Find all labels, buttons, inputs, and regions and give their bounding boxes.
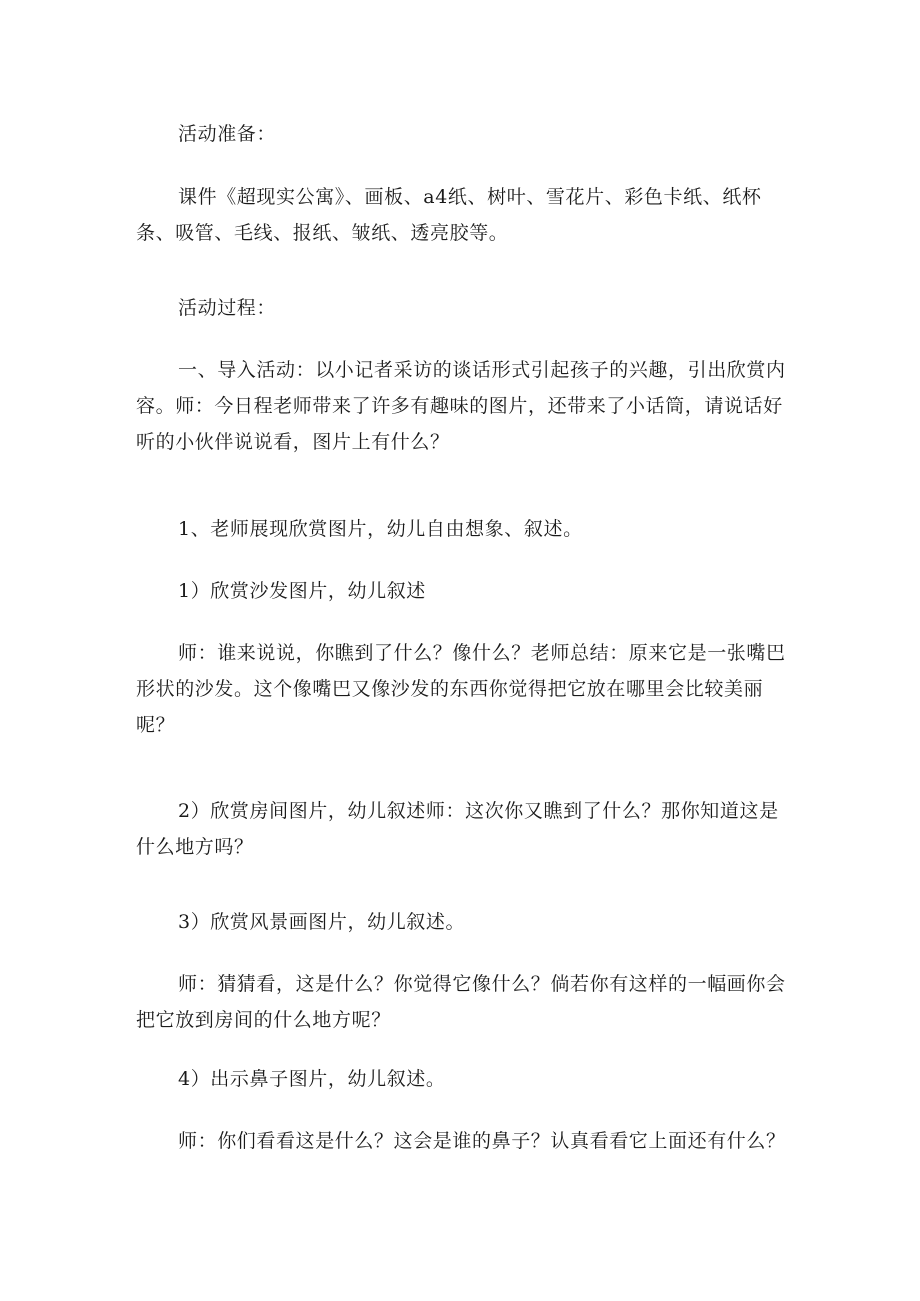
paragraph-sofa-heading: 1）欣赏沙发图片，幼儿叙述	[178, 580, 426, 602]
paragraph-activity-prep-heading: 活动准备：	[178, 123, 277, 145]
paragraph-room: 2）欣赏房间图片，幼儿叙述师：这次你又瞧到了什么？那你知道这是什么地方吗？	[136, 800, 779, 858]
paragraph-nose-dialogue: 师：你们看看这是什么？这会是谁的鼻子？认真看看它上面还有什么？	[178, 1130, 786, 1152]
paragraph-landscape-dialogue: 师：猜猜看，这是什么？你觉得它像什么？倘若你有这样的一幅画你会把它放到房间的什么地方呢？	[136, 973, 786, 1031]
paragraph-step-1: 1、老师展现欣赏图片，幼儿自由想象、叙述。	[178, 518, 583, 540]
paragraph-materials: 课件《超现实公寓》、画板、a4纸、树叶、雪花片、彩色卡纸、纸杯条、吸管、毛线、报纸、皱纸、透亮胶等。	[136, 186, 762, 244]
paragraph-activity-process-heading: 活动过程：	[178, 297, 277, 319]
paragraph-nose-heading: 4）出示鼻子图片，幼儿叙述。	[178, 1068, 446, 1090]
paragraph-landscape-heading: 3）欣赏风景画图片，幼儿叙述。	[178, 911, 466, 933]
paragraph-sofa-dialogue: 师：谁来说说，你瞧到了什么？像什么？老师总结：原来它是一张嘴巴形状的沙发。这个像嘴巴又像沙发的东西你觉得把它放在哪里会比较美丽呢？	[136, 642, 786, 736]
paragraph-intro-activity: 一、导入活动：以小记者采访的谈话形式引起孩子的兴趣，引出欣赏内容。师：今日程老师带来了许多有趣味的图片，还带来了小话筒，请说话好听的小伙伴说说看，图片上有什么？	[136, 359, 786, 453]
